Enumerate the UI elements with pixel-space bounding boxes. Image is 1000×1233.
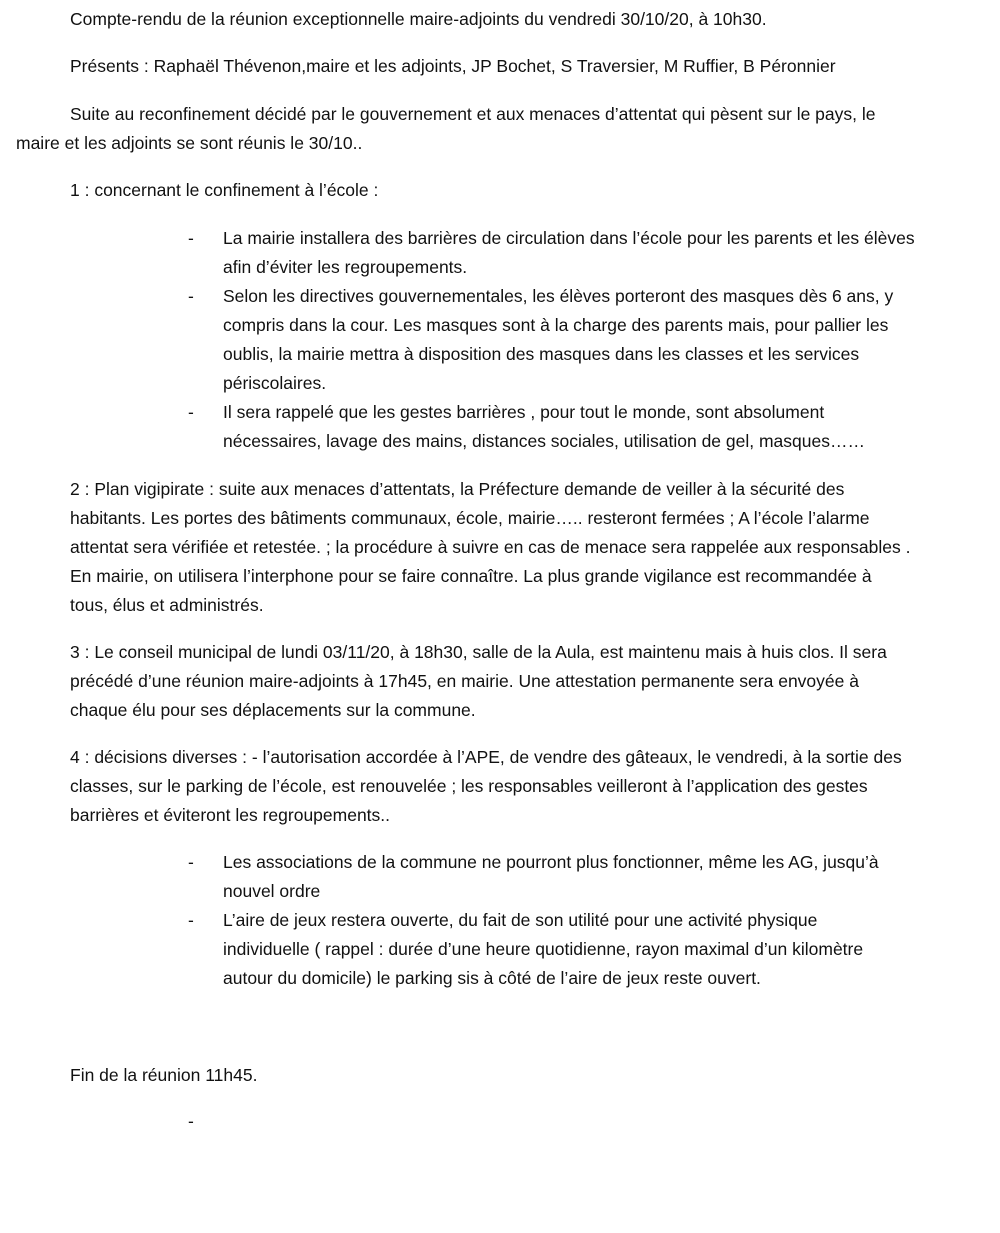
bullet-line: autour du domicile) le parking sis à côté de l’aire de jeux reste ouvert. (223, 968, 761, 988)
paragraph-line: 2 : Plan vigipirate : suite aux menaces d’attentats, la Préfecture demande de veiller à la sécurité des (70, 479, 845, 499)
document-title: Compte-rendu de la réunion exceptionnelle maire-adjoints du vendredi 30/10/20, à 10h30. (70, 9, 767, 29)
intro-line: maire et les adjoints se sont réunis le 30/10.. (16, 133, 363, 153)
bullet-line: Les associations de la commune ne pourront plus fonctionner, même les AG, jusqu’à (223, 852, 879, 872)
intro-line: Suite au reconfinement décidé par le gouvernement et aux menaces d’attentat qui pèsent sur le pays, le (70, 104, 876, 124)
bullet-line: nécessaires, lavage des mains, distances sociales, utilisation de gel, masques…… (223, 431, 865, 451)
section1-heading: 1 : concernant le confinement à l’école : (70, 180, 379, 200)
bullet-line: Selon les directives gouvernementales, les élèves porteront des masques dès 6 ans, y (223, 286, 894, 306)
paragraph-line: 4 : décisions diverses : - l’autorisation accordée à l’APE, de vendre des gâteaux, le vendredi, à la sortie des (70, 747, 902, 767)
paragraph-line: En mairie, on utilisera l’interphone pour se faire connaître. La plus grande vigilance est recommandée à (70, 566, 872, 586)
trailing-dash: - (188, 1111, 194, 1131)
paragraph-line: attentat sera vérifiée et retestée. ; la procédure à suivre en cas de menace sera rappelée aux responsables . (70, 537, 911, 557)
bullet-line: L’aire de jeux restera ouverte, du fait de son utilité pour une activité physique (223, 910, 818, 930)
bullet-line: afin d’éviter les regroupements. (223, 257, 468, 277)
bullet-dash: - (188, 402, 194, 422)
attendees-line: Présents : Raphaël Thévenon,maire et les adjoints, JP Bochet, S Traversier, M Ruffier, B Péronnier (70, 56, 836, 76)
paragraph-line: barrières et éviteront les regroupements.. (70, 805, 391, 825)
bullet-dash: - (188, 852, 194, 872)
closing-line: Fin de la réunion 11h45. (70, 1065, 258, 1085)
paragraph-line: chaque élu pour ses déplacements sur la commune. (70, 700, 476, 720)
bullet-line: périscolaires. (223, 373, 327, 393)
bullet-dash: - (188, 286, 194, 306)
bullet-dash: - (188, 910, 194, 930)
paragraph-line: 3 : Le conseil municipal de lundi 03/11/20, à 18h30, salle de la Aula, est maintenu mais à huis clos. Il sera (70, 642, 887, 662)
paragraph-line: tous, élus et administrés. (70, 595, 264, 615)
bullet-line: compris dans la cour. Les masques sont à la charge des parents mais, pour pallier les (223, 315, 889, 335)
bullet-line: Il sera rappelé que les gestes barrières , pour tout le monde, sont absolument (223, 402, 825, 422)
bullet-line: La mairie installera des barrières de circulation dans l’école pour les parents et les élèves (223, 228, 915, 248)
paragraph-line: précédé d’une réunion maire-adjoints à 17h45, en mairie. Une attestation permanente sera envoyée à (70, 671, 859, 691)
bullet-line: nouvel ordre (223, 881, 321, 901)
bullet-line: oublis, la mairie mettra à disposition des masques dans les classes et les services (223, 344, 860, 364)
bullet-line: individuelle ( rappel : durée d’une heure quotidienne, rayon maximal d’un kilomètre (223, 939, 864, 959)
paragraph-line: habitants. Les portes des bâtiments communaux, école, mairie….. resteront fermées ; A l’école l’alarme (70, 508, 870, 528)
bullet-dash: - (188, 228, 194, 248)
paragraph-line: classes, sur le parking de l’école, est renouvelée ; les responsables veilleront à l’application des gestes (70, 776, 868, 796)
